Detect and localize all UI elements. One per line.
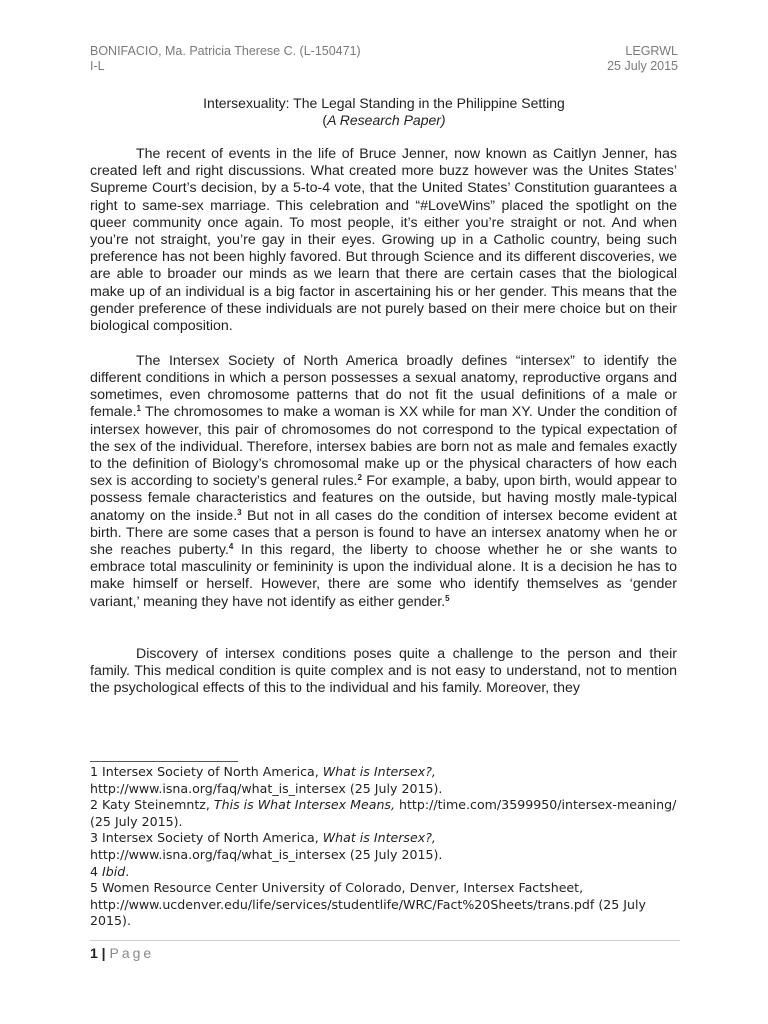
footnote-1: 1 Intersex Society of North America, What is Intersex?, http://www.isna.org/faq/what_is_intersex (25 July 2015). [90,764,443,796]
page-label: Page [109,945,155,961]
course-line: LEGRWL [625,44,678,58]
footnotes [90,764,680,930]
page-number: 1 [90,945,98,961]
paper-title [90,95,678,129]
header-left [90,44,361,74]
date-line: 25 July 2015 [607,59,678,73]
page-separator: | [97,945,110,961]
footnote-ref-3: 3 [237,507,242,517]
paragraph-1: The recent of events in the life of Bruce Jenner, now known as Caitlyn Jenner, has created left and right discussions. What created more buzz however was the Unites States’ Supreme Court’s decision, by a 5-to-4 vote, that the United States’ Constitution guarantees a right to same-sex marriage. This celebration and “#LoveWins” placed the spotlight on the queer community once again. To most people, it’s either you’re straight or not. And when you’re not straight, you’re gay in their eyes. Growing up in a Catholic country, being such preference has not been highly favored. But through Science and its different discoveries, we are able to broader our minds as we learn that there are certain cases that the biological make up of an individual is a big factor in ascertaining his or her gender. This means that the gender preference of these individuals are not purely based on their mere choice but on their biological composition. [90,146,677,335]
paragraph-2: The Intersex Society of North America broadly defines “intersex” to identify the different conditions in which a person possesses a sexual anatomy, reproductive organs and sometimes, even chromosome patterns that do not fit the usual definitions of a male or female.$^1$ The chromosomes to make a woman is XX while for man XY. Under the condition of intersex however, this pair of chromosomes do not correspond to the typical expectation of the sex of the individual. Therefore, intersex babies are born not as male and females exactly to the definition of Biology’s chromosomal make up or the physical characters of how each sex is according to society’s general rules.$^2$ For example, a baby, upon birth, would appear to possess female characteristics and features on the outside, but having mostly male-typical anatomy on the inside.$^3$ But not in all cases do the condition of intersex become evident at birth. There are some cases that a person is found to have an intersex anatomy when he or she reaches puberty.$^4$ In this regard, the liberty to choose whether he or she wants to embrace total masculinity or femininity is upon the individual alone. It is a decision he has to make himself or herself. However, there are some who identify themselves as ‘gender variant,’ meaning they have not identify as either gender.$^5$ [90,352,677,610]
header-right [607,44,678,74]
footnote-5: 5 Women Resource Center University of Colorado, Denver, Intersex Factsheet, http://www.ucdenver.edu/life/services/studentlife/WRC/Fact%20Sheets/trans.pdf (25 July 2015). [90,880,646,929]
title-sub-italic: A Research Paper) [327,112,446,128]
title-sub: (A Research Paper) [322,112,446,128]
author-line: BONIFACIO, Ma. Patricia Therese C. (L-150471) [90,44,361,58]
footnote-3: 3 Intersex Society of North America, What is Intersex?, http://www.isna.org/faq/what_is_intersex (25 July 2015). [90,830,443,862]
footnote-separator [90,761,238,762]
section-line: I-L [90,59,105,73]
footnote-ref-5: 5 [445,593,450,603]
footnote-4: 4 Ibid. [90,863,130,879]
footer-divider [90,940,680,941]
page-footer [90,945,154,961]
footnote-2: 2 Katy Steinemntz, This is What Intersex Means, http://time.com/3599950/intersex-meaning/ (25 July 2015). [90,797,677,829]
paragraph-3: Discovery of intersex conditions poses quite a challenge to the person and their family. This medical condition is quite complex and is not easy to understand, not to mention the psychological effects of this to the individual and his family. Moreover, they [90,645,677,697]
title-main: Intersexuality: The Legal Standing in the Philippine Setting [203,95,565,111]
footnote-ref-2: 2 [357,473,362,483]
footnote-ref-1: 1 [136,404,141,414]
footnote-ref-4: 4 [228,541,234,551]
body-text [90,146,677,715]
